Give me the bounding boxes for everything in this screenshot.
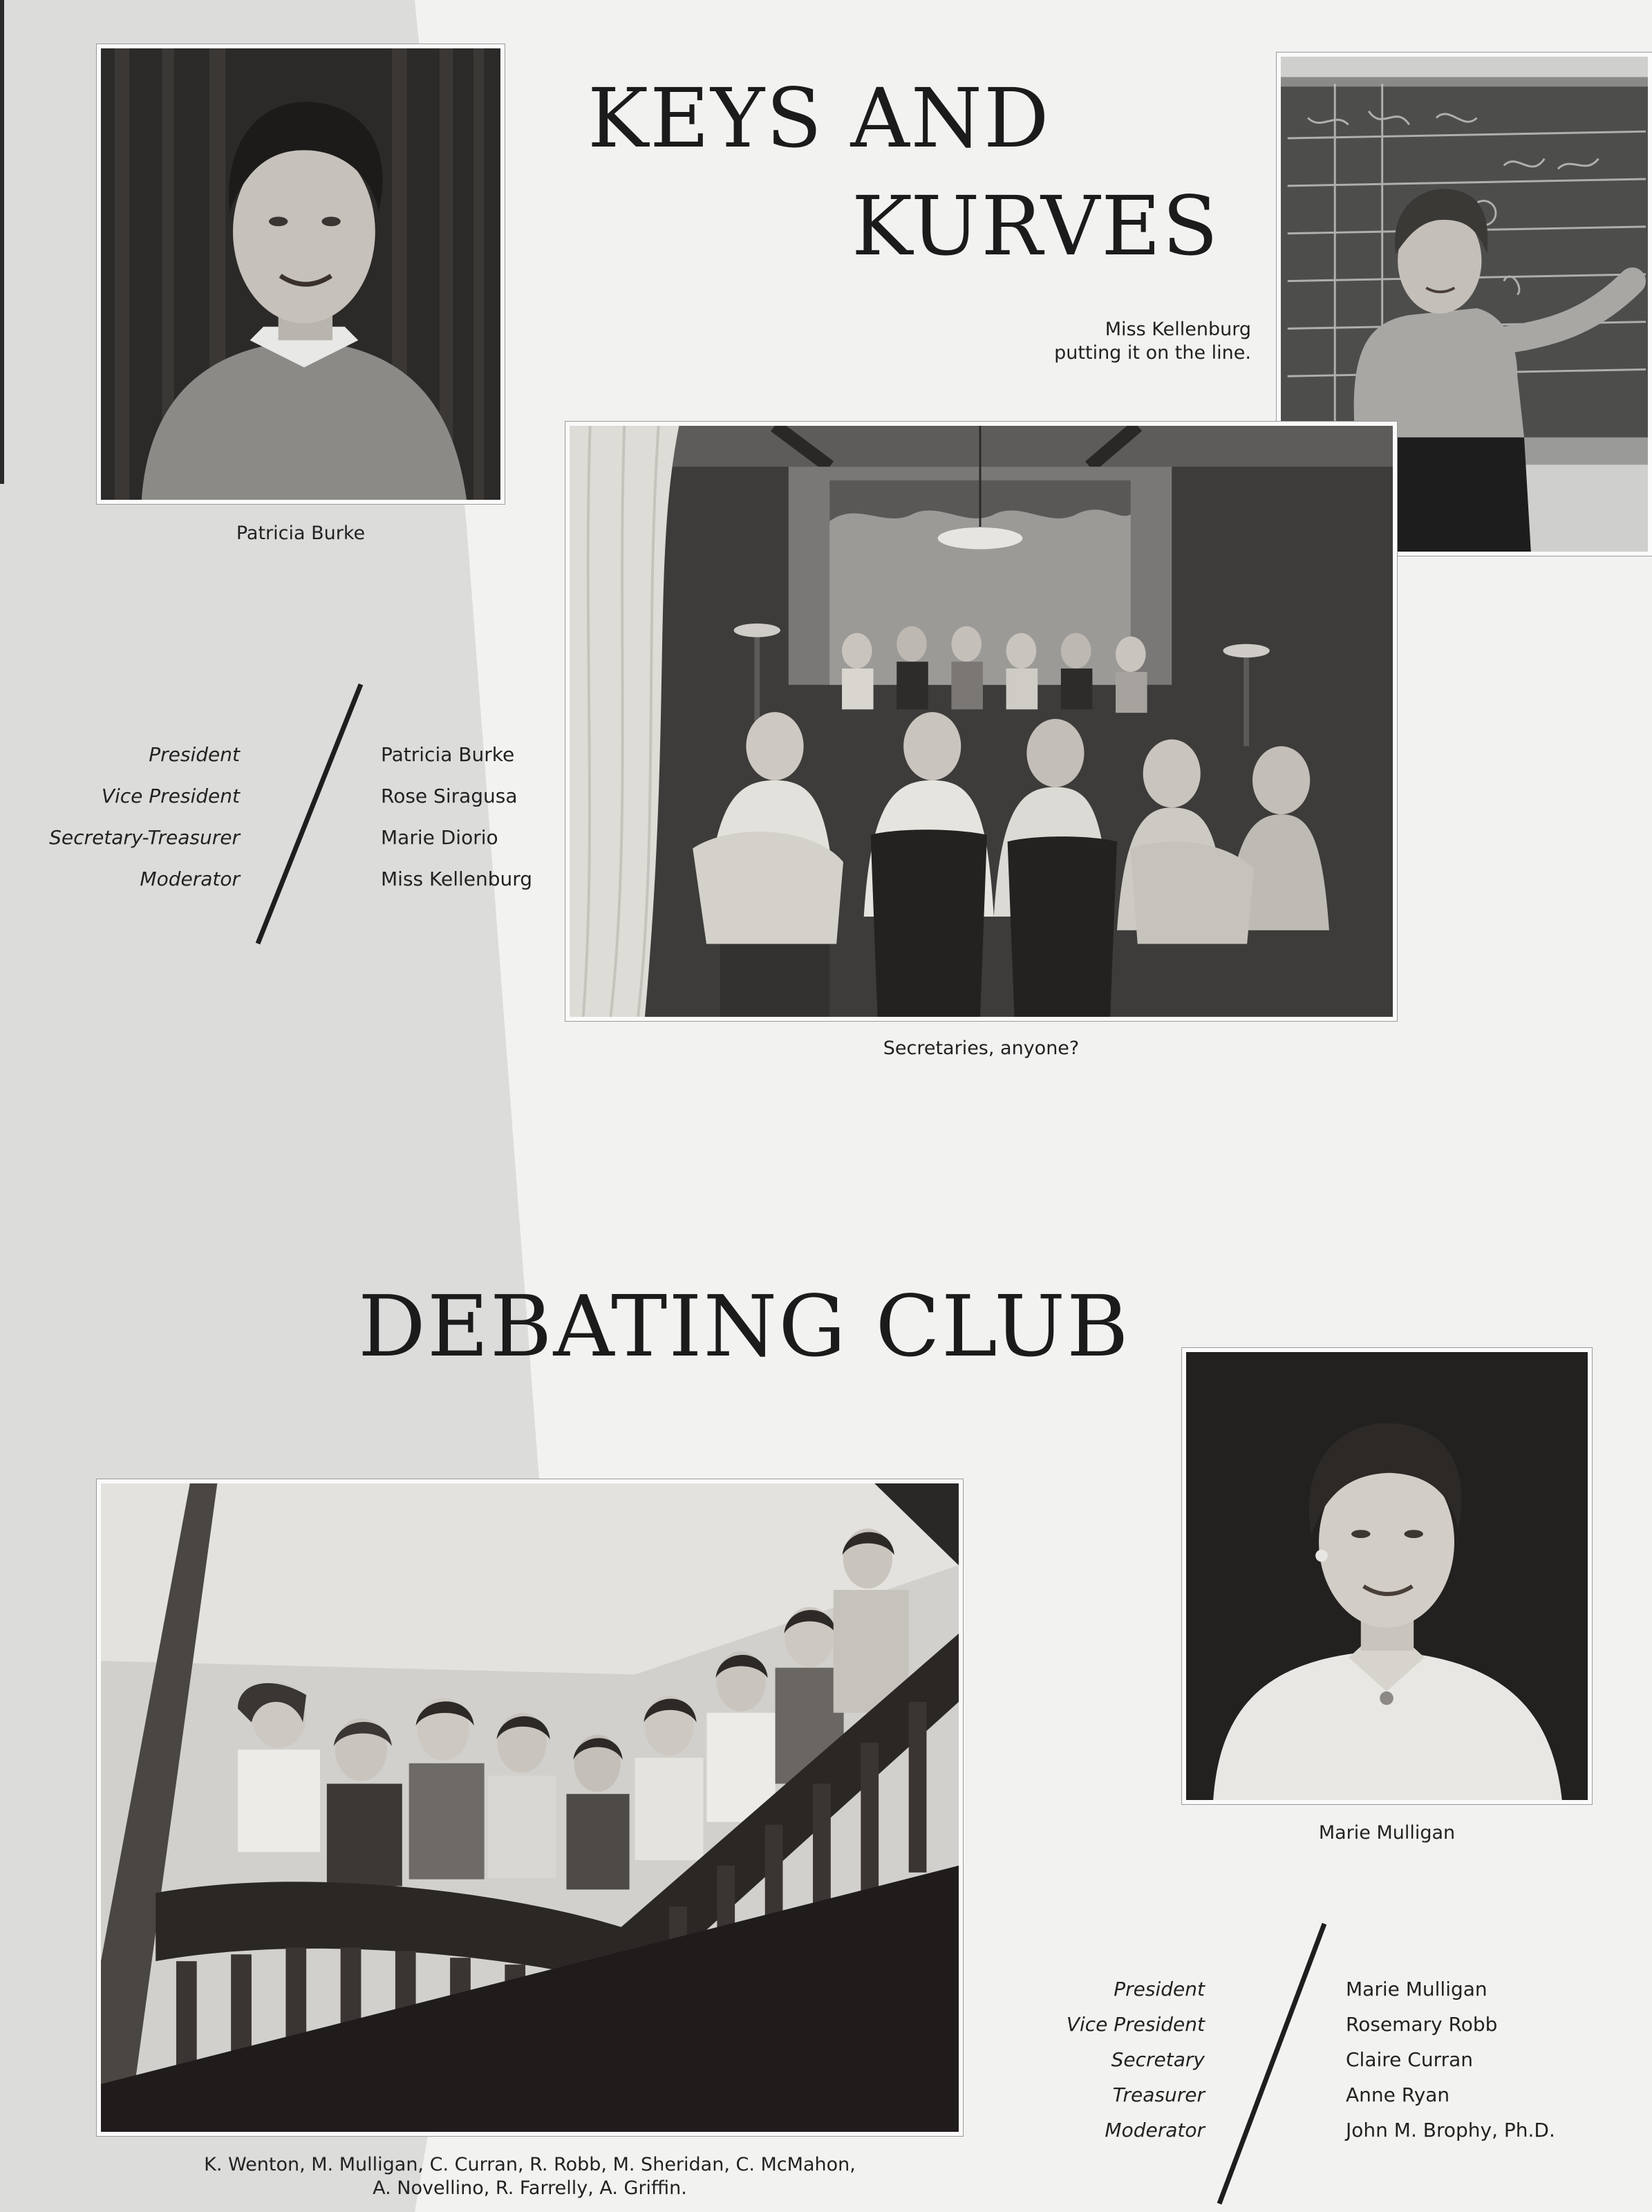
debating-name-treasurer: Anne Ryan <box>1346 2083 1450 2106</box>
patricia-burke-caption: Patricia Burke <box>236 523 366 544</box>
keys-role-president: President <box>149 743 240 766</box>
keys-role-secretary-treasurer: Secretary-Treasurer <box>49 826 240 849</box>
debating-name-vice-president: Rosemary Robb <box>1346 2013 1498 2036</box>
kellenburg-caption: Miss Kellenburg putting it on the line. <box>1054 319 1251 364</box>
keys-officer-roles <box>0 734 240 900</box>
marie-mulligan-photo <box>1182 1348 1592 1804</box>
debating-role-treasurer: Treasurer <box>1112 2083 1205 2106</box>
debating-name-secretary: Claire Curran <box>1346 2048 1474 2071</box>
debating-group-caption-line2: A. Novellino, R. Farrelly, A. Griffin. <box>373 2177 687 2199</box>
debating-role-secretary: Secretary <box>1111 2048 1205 2071</box>
debating-title: DEBATING CLUB <box>358 1277 1130 1376</box>
debating-club-stairs-photo <box>97 1479 963 2136</box>
debating-name-president: Marie Mulligan <box>1346 1978 1487 2000</box>
debating-officer-roles <box>968 1971 1205 2148</box>
keys-role-moderator: Moderator <box>140 868 240 890</box>
debating-role-vice-president: Vice President <box>1066 2013 1205 2036</box>
debating-role-moderator: Moderator <box>1105 2119 1205 2141</box>
marie-mulligan-caption: Marie Mulligan <box>1318 1822 1456 1844</box>
keys-officer-names <box>381 734 574 900</box>
debating-officer-names <box>1346 1971 1581 2148</box>
debating-role-president: President <box>1114 1978 1205 2000</box>
keys-name-secretary-treasurer: Marie Diorio <box>381 826 498 849</box>
keys-name-vice-president: Rose Siragusa <box>381 785 518 807</box>
secretaries-caption: Secretaries, anyone? <box>883 1038 1080 1059</box>
binding-edge <box>0 0 4 484</box>
patricia-burke-photo <box>97 44 505 504</box>
debating-group-caption <box>97 2153 963 2200</box>
debating-name-moderator: John M. Brophy, Ph.D. <box>1346 2119 1555 2141</box>
keys-title-line2: KURVES <box>852 178 1220 274</box>
debating-group-caption-line1: K. Wenton, M. Mulligan, C. Curran, R. Robb, M. Sheridan, C. McMahon, <box>204 2154 856 2175</box>
keys-name-president: Patricia Burke <box>381 743 515 766</box>
keys-name-moderator: Miss Kellenburg <box>381 868 533 890</box>
keys-title-line1: KEYS AND <box>588 71 1051 166</box>
secretaries-group-photo <box>565 422 1397 1021</box>
keys-role-vice-president: Vice President <box>101 785 240 807</box>
